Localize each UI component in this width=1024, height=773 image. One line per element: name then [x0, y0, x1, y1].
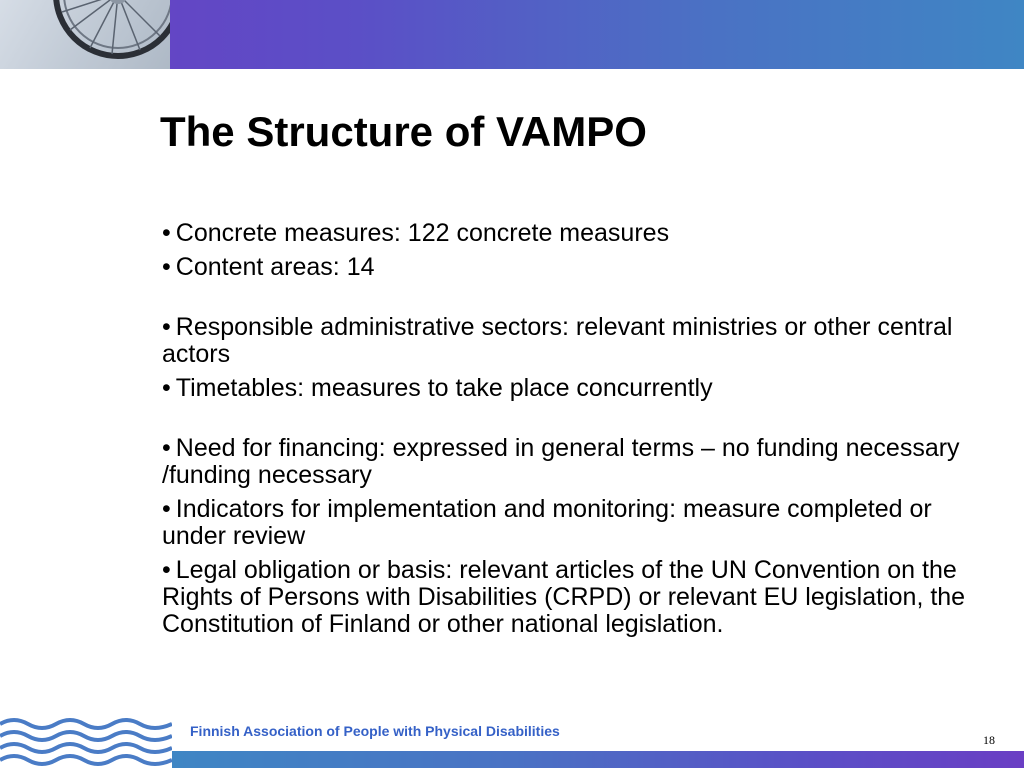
bullet-text: Indicators for implementation and monitoring: measure completed or under review — [162, 495, 932, 550]
bullet-text: Responsible administrative sectors: relevant ministries or other central actors — [162, 313, 953, 368]
bullet-item — [162, 314, 992, 368]
bullet-symbol: • — [162, 374, 171, 402]
bullet-text: Need for financing: expressed in general terms – no funding necessary /funding necessary — [162, 434, 960, 489]
slide-title: The Structure of VAMPO — [160, 108, 647, 155]
bullet-list — [162, 220, 992, 645]
bullet-symbol: • — [162, 434, 171, 462]
page-number: 18 — [983, 733, 995, 747]
bullet-item — [162, 557, 992, 638]
bullet-text: Content areas: 14 — [175, 253, 375, 281]
bullet-symbol: • — [162, 313, 171, 341]
bullet-item — [162, 220, 992, 247]
bullet-item — [162, 496, 992, 550]
footer-organization: Finnish Association of People with Physical Disabilities — [190, 723, 560, 739]
wheelchair-wheel-image — [0, 0, 170, 69]
bullet-item — [162, 254, 992, 281]
wave-lines-logo-icon — [0, 714, 172, 768]
bullet-text: Concrete measures: 122 concrete measures — [175, 219, 670, 247]
bullet-symbol: • — [162, 253, 171, 281]
bullet-symbol: • — [162, 556, 171, 584]
bullet-text: Timetables: measures to take place concurrently — [175, 374, 713, 402]
bullet-item — [162, 375, 992, 402]
footer-band — [172, 751, 1024, 768]
bullet-symbol: • — [162, 219, 171, 247]
bullet-symbol: • — [162, 495, 171, 523]
bullet-item — [162, 435, 992, 489]
bullet-text: Legal obligation or basis: relevant articles of the UN Convention on the Rights of Persons with Disabilities (CRPD) or relevant EU legislation, the Constitution of Finland or other national legislation. — [162, 556, 966, 638]
